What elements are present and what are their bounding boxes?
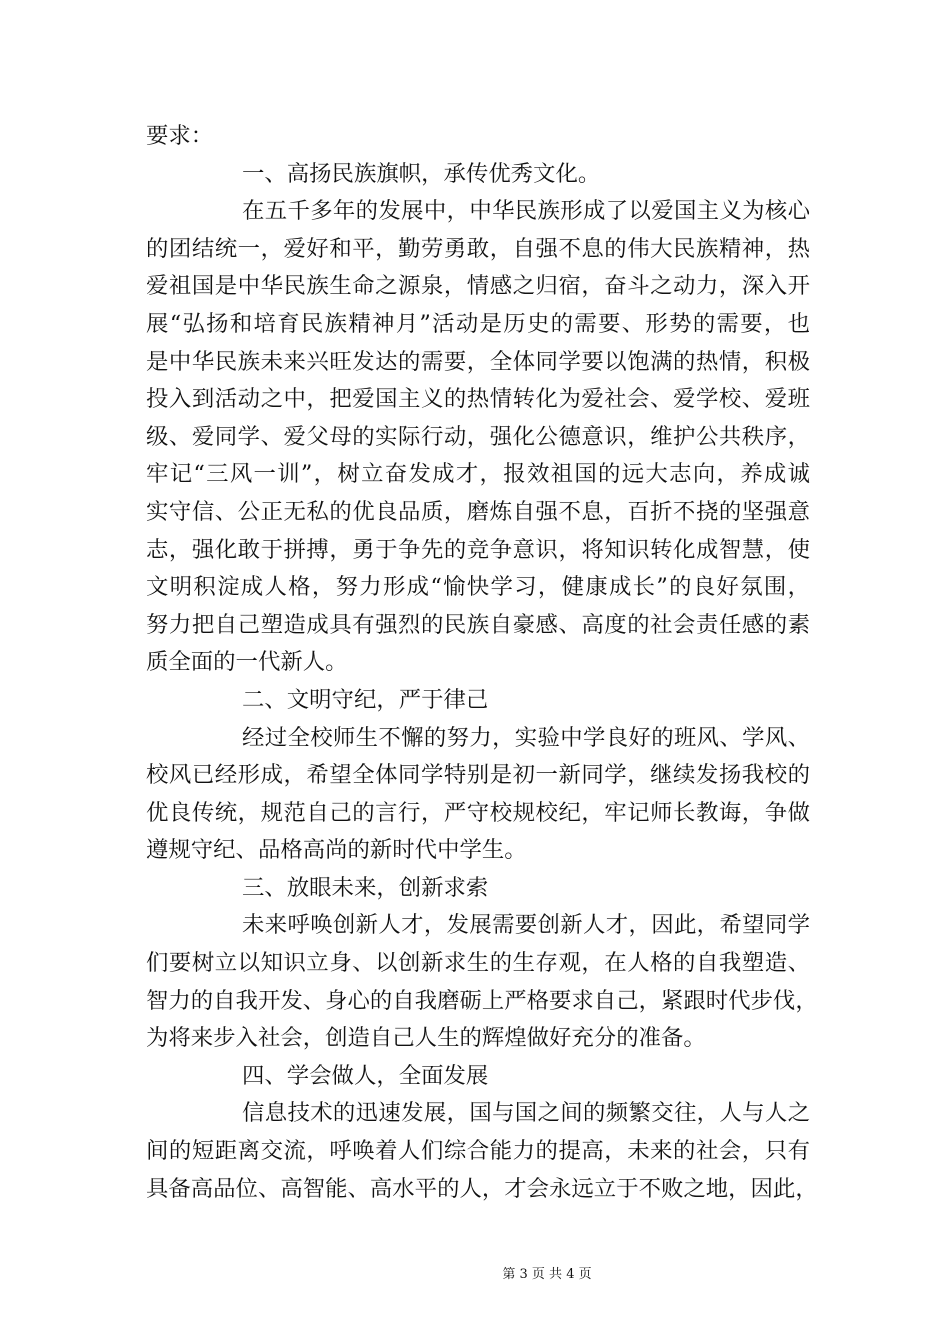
text-line: 是中华民族未来兴旺发达的需要，全体同学要以饱满的热情，积极 — [146, 348, 810, 375]
text-line: 的团结统一，爱好和平，勤劳勇敢，自强不息的伟大民族精神，热 — [146, 235, 810, 262]
page-footer — [0, 1263, 950, 1282]
text-line: 一、高扬民族旗帜，承传优秀文化。 — [242, 160, 601, 187]
text-line: 文明积淀成人格，努力形成“愉快学习，健康成长”的良好氛围， — [146, 574, 810, 601]
text-line: 二、文明守纪，严于律己 — [242, 686, 489, 713]
text-line: 校风已经形成，希望全体同学特别是初一新同学，继续发扬我校的 — [146, 762, 810, 789]
text-line: 们要树立以知识立身、以创新求生的生存观，在人格的自我塑造、 — [146, 950, 810, 977]
text-line: 为将来步入社会，创造自己人生的辉煌做好充分的准备。 — [146, 1025, 706, 1052]
text-line: 未来呼唤创新人才，发展需要创新人才，因此，希望同学 — [242, 912, 810, 939]
text-line: 爱祖国是中华民族生命之源泉，情感之归宿，奋斗之动力，深入开 — [146, 273, 810, 300]
text-line: 要求： — [146, 123, 214, 149]
text-line: 经过全校师生不懈的努力，实验中学良好的班风、学风、 — [242, 724, 810, 751]
text-line: 优良传统，规范自己的言行，严守校规校纪，牢记师长教诲，争做 — [146, 799, 810, 826]
text-line: 实守信、公正无私的优良品质，磨炼自强不息，百折不挠的坚强意 — [146, 498, 810, 525]
text-line: 间的短距离交流，呼唤着人们综合能力的提高，未来的社会，只有 — [146, 1138, 810, 1165]
text-line: 牢记“三风一训”，树立奋发成才，报效祖国的远大志向，养成诚 — [146, 461, 810, 488]
text-line: 级、爱同学、爱父母的实际行动，强化公德意识，维护公共秩序， — [146, 423, 810, 450]
text-line: 展“弘扬和培育民族精神月”活动是历史的需要、形势的需要，也 — [146, 310, 810, 337]
text-line: 投入到活动之中，把爱国主义的热情转化为爱社会、爱学校、爱班 — [146, 386, 810, 413]
text-line: 智力的自我开发、身心的自我磨砺上严格要求自己，紧跟时代步伐， — [146, 987, 818, 1014]
text-line: 努力把自己塑造成具有强烈的民族自豪感、高度的社会责任感的素 — [146, 611, 810, 638]
text-line: 信息技术的迅速发展，国与国之间的频繁交往，人与人之 — [242, 1100, 810, 1127]
text-line: 志，强化敢于拼搏，勇于争先的竞争意识，将知识转化成智慧，使 — [146, 536, 810, 563]
text-line: 在五千多年的发展中，中华民族形成了以爱国主义为核心 — [242, 198, 810, 225]
text-line: 遵规守纪、品格高尚的新时代中学生。 — [146, 837, 527, 864]
page-number: 第 3 页 共 4 页 — [502, 1267, 592, 1282]
document-body — [146, 118, 818, 1208]
text-line: 三、放眼未来，创新求索 — [242, 874, 489, 901]
text-line: 具备高品位、高智能、高水平的人，才会永远立于不败之地，因此， — [146, 1175, 818, 1202]
text-line: 四、学会做人，全面发展 — [242, 1062, 489, 1089]
text-line: 质全面的一代新人。 — [146, 649, 348, 676]
